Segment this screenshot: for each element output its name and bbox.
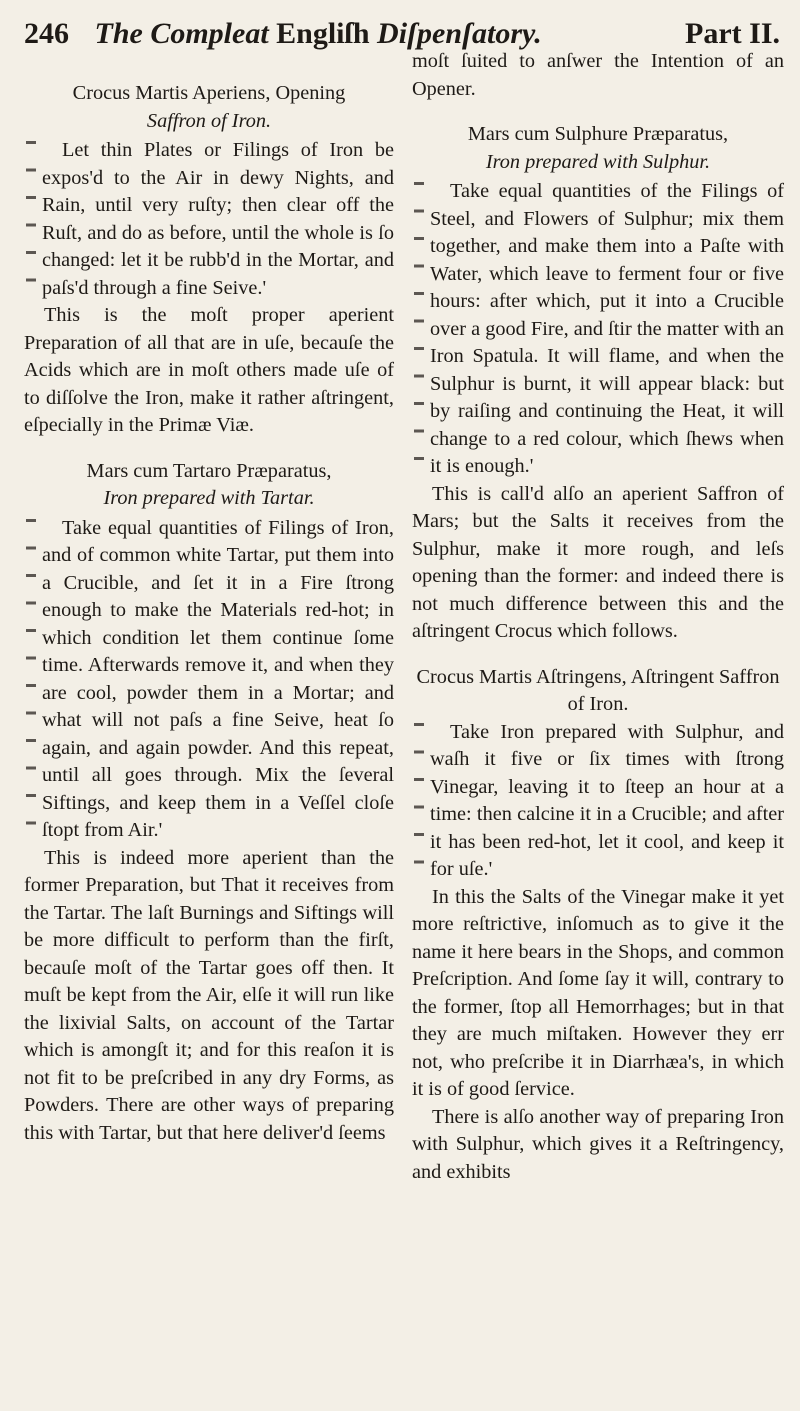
paragraph-another-way: There is alſo another way of preparing Iron with Sulphur, which gives it a Reſtringency, and exhibits [412,1105,784,1183]
heading-mars-tartaro: Mars cum Tartaro Præparatus, [86,459,332,482]
header-title-part3: Diſpenſatory. [377,17,542,50]
paragraph-continuation: moſt ſuited to anſwer the Intention of an Opener. [412,50,784,100]
header-title-part2: Engliſh [276,17,370,50]
paragraph-vinegar-salts: In this the Salts of the Vinegar make it yet more reſtrictive, inſomuch as to give it the name it here bears in the Shops, and common Preſcription. And ſome ſay it will, contrary to the former, ſtop all Hemorrhages; but in that they are much miſtaken. However they err not, who preſcribe it in Diarrhæa's, in which it is of good ſervice. [412,885,784,1100]
subheading-iron-tartar: Iron prepared with Tartar. [103,487,315,509]
paragraph-tartar-notes: This is indeed more aperient than the former Preparation, but That it receives from the Tartar. The laſt Burnings and Siftings will be more difficult to perform than the firſt, becauſe moſt of the Tartar goes off then. It muſt be kept from the Air, elſe it will run like the lixivial Salts, on account of the Tartar which is amongſt it; and for this reaſon it is not fit to be preſcribed in any dry Forms, as Powders. There are other ways of preparing this with Tartar, but that here deliver'd ſeems [24,846,394,1144]
heading-mars-sulphure: Mars cum Sulphure Præparatus, [467,123,729,145]
recipe-mars-tartaro: Take equal quantities of Filings of Iron, and of common white Tartar, put them into a Crucible, and ſet it in a Fire ſtrong enough to make the Materials red-hot; in which condition let them continue ſome time. Afterwards remove it, and when they are cool, powder them in a Mortar; and what will not paſs a fine Seive, heat ſo again, and again powder. And this repeat, until all goes through. Mix the ſeveral Siftings, and keep them in a Veſſel cloſe ſtopt from Air.' [24,515,394,845]
paragraph-aperient-saffron: This is call'd alſo an aperient Saffron of Mars; but the Salts it receives from the Sulphur, make it more rough, and leſs opening than the former: and indeed there is not much difference between this and the aſtringent Crocus which follows. [412,482,784,642]
paragraph-aperient-preparation: This is the moſt proper aperient Preparation of all that are in uſe, becauſe the Acids which are in moſt others made uſe of to diſſolve the Iron, make it rather aſtringent, eſpecially in the Primæ Viæ. [24,304,394,436]
heading-crocus-astringens: Crocus Martis Aſtringens, Aſtringent Saffron of Iron. [416,665,780,715]
header-part: Part II. [685,17,780,50]
heading-crocus-aperiens: Crocus Martis Aperiens, Opening [72,82,346,104]
recipe-crocus-astringens: Take Iron prepared with Sulphur, and waſh it five or ſix times with ſtrong Vinegar, leaving it to ſteep an hour at a time: then calcine it in a Crucible; and after it has been red-hot, let it cool, and keep it for uſe.' [412,719,784,884]
left-column [24,48,394,1147]
right-column [412,48,784,1186]
subheading-opening-saffron: Saffron of Iron. [146,109,272,132]
recipe-crocus-aperiens: Let thin Plates or Filings of Iron be expos'd to the Air in dewy Nights, and Rain, until very ruſty; then clear off the Ruſt, and do as before, until the whole is ſo changed: let it be rubb'd in the Mortar, and paſs'd through a fine Seive.' [24,137,394,302]
recipe-mars-sulphure: Take equal quantities of the Filings of Steel, and Flowers of Sulphur; mix them together, and make them into a Paſte with Water, which leave to ferment four or five hours: after which, put it into a Crucible over a good Fire, and ſtir the matter with an Iron Spatula. It will flame, and when the Sulphur is burnt, it will appear black: but by raiſing and continuing the Heat, it will change to a red colour, which ſhews when it is enough.' [412,178,784,481]
header-title-part1: The Compleat [94,17,269,50]
subheading-iron-sulphur: Iron prepared with Sulphur. [485,150,711,173]
page-number: 246 [24,17,69,50]
